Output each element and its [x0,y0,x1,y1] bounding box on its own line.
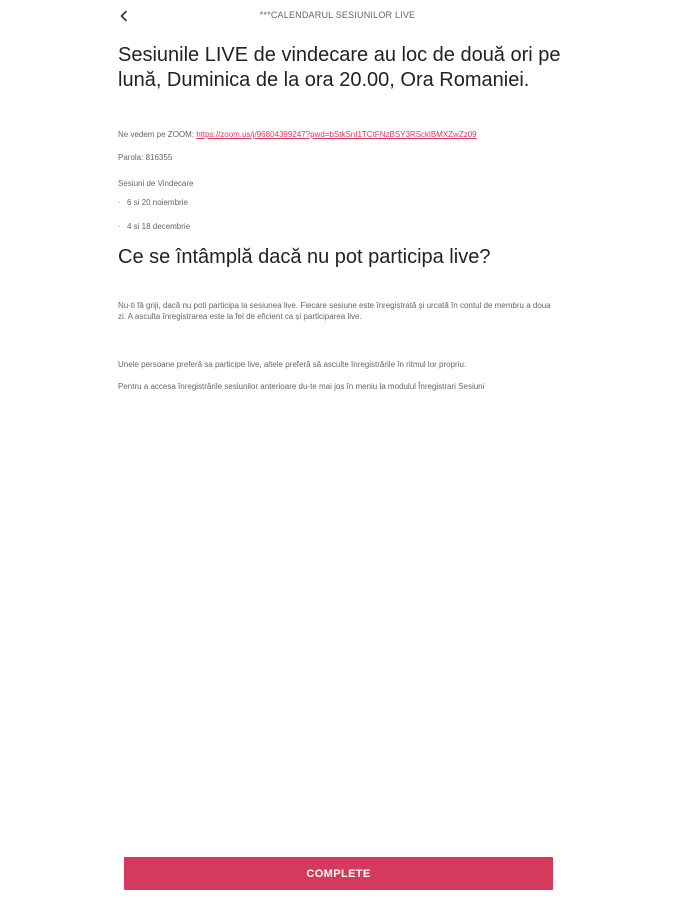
zoom-link[interactable]: https://zoom.us/j/96804399247?pwd=bStkSnI1TCtFNzBSY3RScklBMXZwZz09 [196,130,477,139]
paragraph-access-recordings: Pentru a accesa înregistrările sesiunilor anterioare du-te mai jos în meniu la modulul Înregistrari Sesiuni [118,382,485,391]
list-item: · 4 si 18 decembrie [118,221,563,232]
complete-button[interactable]: COMPLETE [124,857,553,890]
lesson-content [118,43,563,392]
headline: Sesiunile LIVE de vindecare au loc de două ori pe lună, Duminica de la ora 20.00, Ora Romaniei. [118,44,561,91]
password-line: Parola: 816355 [118,153,173,162]
paragraph-preferences: Unele persoane preferă sa participe live, altele preferă să asculte înregistrările în ritmul lor propriu. [118,360,467,369]
list-item: · 6 si 20 noiembrie [118,197,563,208]
sessions-label: Sesiuni de Vindecare [118,179,194,188]
zoom-line [118,129,563,140]
paragraph-recording-info: Nu-ti fă griji, dacă nu poti participa la sesiunea live. Fiecare sesiune este înregistrată și urcată în contul de membru a doua zi. A asculta înregistrarea este la fel de eficient ca și participarea live. [118,301,551,321]
subheading: Ce se întâmplă dacă nu pot participa live? [118,246,491,268]
page-title: ***CALENDARUL SESIUNILOR LIVE [259,10,416,20]
sessions-list [118,197,563,232]
top-bar [0,0,675,32]
zoom-prefix: Ne vedem pe ZOOM: [118,130,197,139]
